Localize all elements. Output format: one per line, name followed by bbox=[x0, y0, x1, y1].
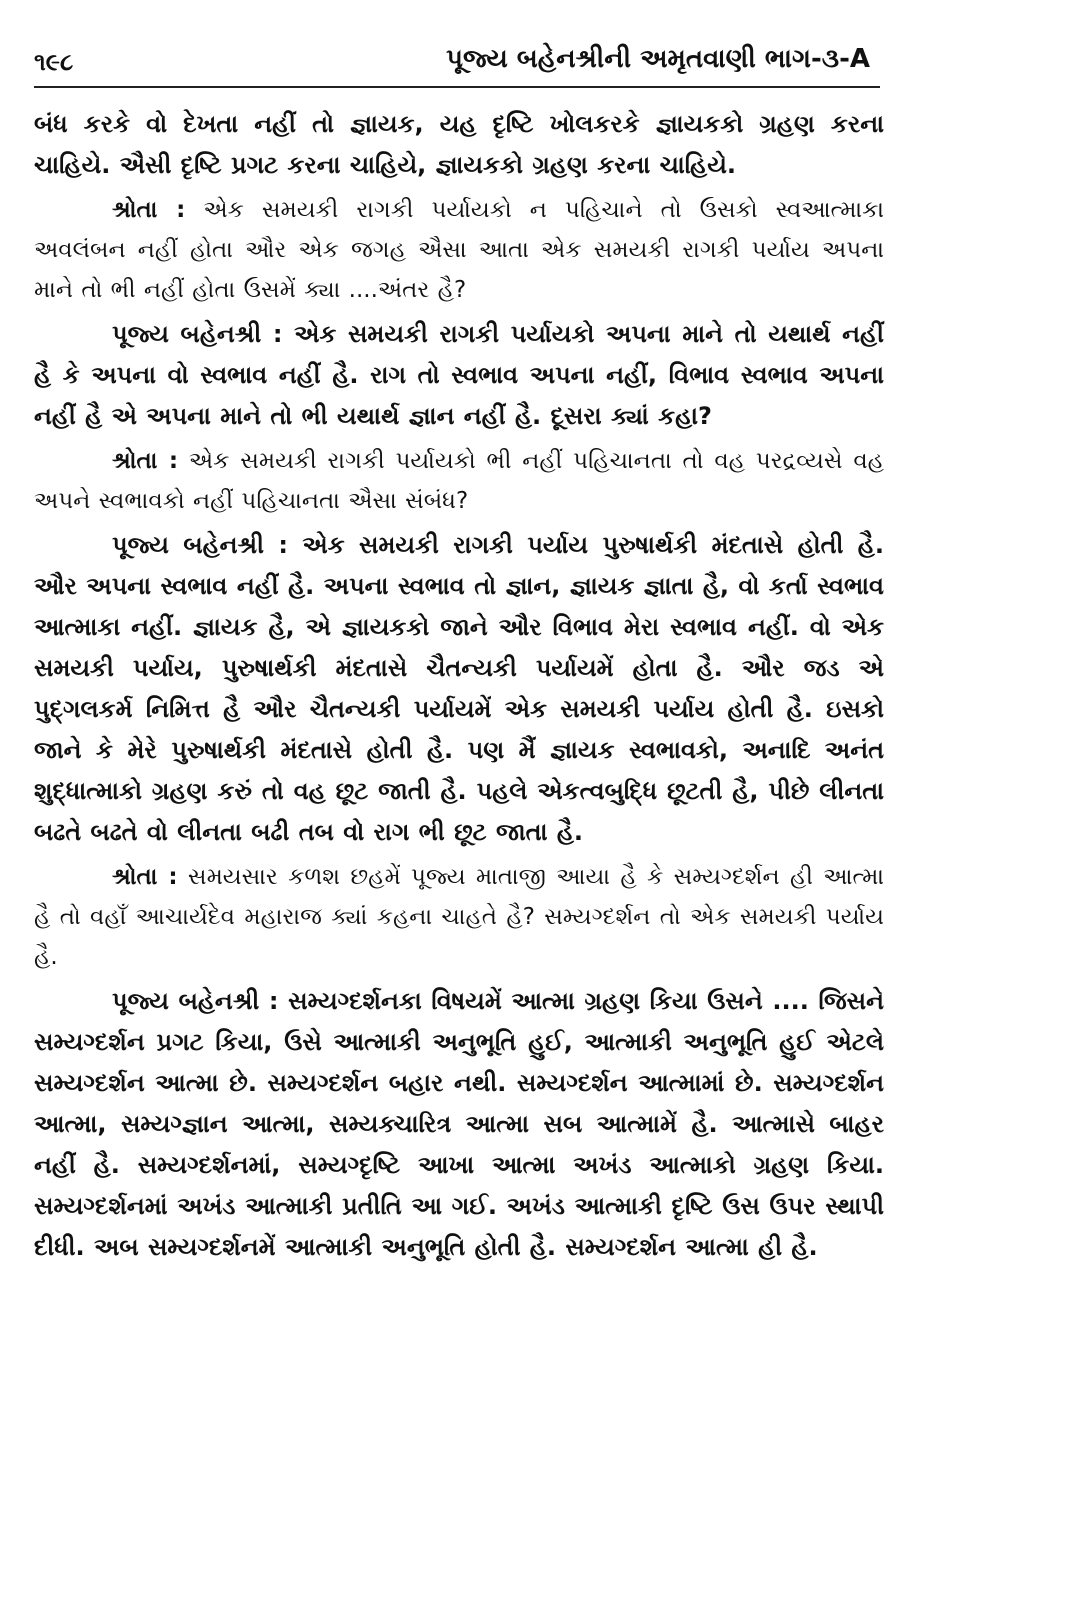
paragraph-text: એક સમયકી રાગકી પર્યાયકો અપના માને તો યથાર્થ નહીં હૈ કે અપના વો સ્વભાવ નહીં હૈ. રાગ તો સ્વભાવ અપના નહીં, વિભાવ સ્વભાવ અપના નહીં હૈ એ અપના માને તો ભી યથાર્થ જ્ઞાન નહીં હૈ. દૂસરા ક્યાં કહા? bbox=[34, 320, 884, 430]
paragraph-text: એક સમયકી રાગકી પર્યાય પુરુષાર્થકી મંદતાસે હોતી હૈ. ઔર અપના સ્વભાવ નહીં હૈ. અપના સ્વભાવ તો જ્ઞાન, જ્ઞાયક જ્ઞાતા હૈ, વો કર્તા સ્વભાવ આત્માકા નહીં. જ્ઞાયક હૈ, એ જ્ઞાયકકો જાને ઔર વિભાવ મેરા સ્વભાવ નહીં. વો એક સમયકી પર્યાય, પુરુષાર્થકી મંદતાસે ચૈતન્યકી પર્યાયમેં હોતા હૈ. ઔર જડ એ પુદ્ગલકર્મ નિમિત્ત હૈ ઔર ચૈતન્યકી પર્યાયમેં એક સમયકી પર્યાય હોતી હૈ. ઇસકો જાને કે મેરે પુરુષાર્થકી મંદતાસે હોતી હૈ. પણ મૈં જ્ઞાયક સ્વભાવકો, અનાદિ અનંત શુદ્ધાત્માકો ગ્રહણ કરું તો વહ છૂટ જાતી હૈ. પહલે એકત્વબુદ્ધિ છૂટતી હૈ, પીછે લીનતા બઢતે બઢતે વો લીનતા બઢી તબ વો રાગ ભી છૂટ જાતા હૈ. bbox=[34, 531, 884, 846]
paragraph-text: બંધ કરકે વો દેખતા નહીં તો જ્ઞાયક, યહ દૃષ્ટિ ખોલકરકે જ્ઞાયકકો ગ્રહણ કરના ચાહિયે. ઐસી દૃષ્ટિ પ્રગટ કરના ચાહિયે, જ્ઞાયકકો ગ્રહણ કરના ચાહિયે. bbox=[34, 110, 884, 179]
paragraph-text: એક સમયકી રાગકી પર્યાયકો ભી નહીં પહિચાનતા તો વહ પરદ્રવ્યસે વહ અપને સ્વભાવકો નહીં પહિચાનતા ઐસા સંબંધ? bbox=[34, 448, 885, 514]
question-paragraph bbox=[34, 190, 884, 310]
speaker-label: પૂજ્ય બહેનશ્રી : bbox=[112, 320, 283, 348]
page-body bbox=[34, 104, 884, 1272]
running-header bbox=[34, 44, 880, 88]
answer-paragraph bbox=[34, 314, 884, 437]
speaker-label: શ્રોતા : bbox=[112, 864, 178, 890]
question-paragraph bbox=[34, 441, 884, 521]
speaker-label: શ્રોતા : bbox=[112, 448, 179, 474]
answer-paragraph bbox=[34, 981, 884, 1268]
book-title: પૂજ્ય બહેનશ્રીની અમૃતવાણી ભાગ-૩-A bbox=[446, 44, 870, 74]
paragraph-text: સમ્યગ્દર્શનકા વિષયમેં આત્મા ગ્રહણ કિયા ઉસને .... જિસને સમ્યગ્દર્શન પ્રગટ કિયા, ઉસે આત્માકી અનુભૂતિ હુઈ, આત્માકી અનુભૂતિ હુઈ એટલે સમ્યગ્દર્શન આત્મા છે. સમ્યગ્દર્શન બહાર નથી. સમ્યગ્દર્શન આત્મામાં છે. સમ્યગ્દર્શન આત્મા, સમ્યગ્જ્ઞાન આત્મા, સમ્યક્ચારિત્ર આત્મા સબ આત્મામેં હૈ. આત્માસે બાહર નહીં હૈ. સમ્યગ્દર્શનમાં, સમ્યગ્દૃષ્ટિ આખા આત્મા અખંડ આત્માકો ગ્રહણ કિયા. સમ્યગ્દર્શનમાં અખંડ આત્માકી પ્રતીતિ આ ગઈ. અખંડ આત્માકી દૃષ્ટિ ઉસ ઉપર સ્થાપી દીધી. અબ સમ્યગ્દર્શનમેં આત્માકી અનુભૂતિ હોતી હૈ. સમ્યગ્દર્શન આત્મા હી હૈ. bbox=[34, 987, 884, 1261]
speaker-label: પૂજ્ય બહેનશ્રી : bbox=[112, 531, 288, 559]
answer-paragraph bbox=[34, 525, 884, 853]
paragraph-text: એક સમયકી રાગકી પર્યાયકો ન પહિચાને તો ઉસકો સ્વઆત્માકા અવલંબન નહીં હોતા ઔર એક જગહ ઐસા આતા એક સમયકી રાગકી પર્યાય અપના માને તો ભી નહીં હોતા ઉસમેં ક્યા ....અંતર હૈ? bbox=[34, 197, 884, 303]
paragraph-text: સમયસાર કળશ છહમેં પૂજ્ય માતાજી આયા હૈ કે સમ્યગ્દર્શન હી આત્મા હૈ તો વહાઁ આચાર્યદેવ મહારાજ ક્યાં કહના ચાહતે હૈ? સમ્યગ્દર્શન તો એક સમયકી પર્યાય હૈ. bbox=[34, 864, 884, 970]
page-number: ૧૯૮ bbox=[34, 48, 74, 76]
paragraph-continuation bbox=[34, 104, 884, 186]
speaker-label: શ્રોતા : bbox=[112, 197, 186, 223]
speaker-label: પૂજ્ય બહેનશ્રી : bbox=[112, 987, 279, 1015]
question-paragraph bbox=[34, 857, 884, 977]
